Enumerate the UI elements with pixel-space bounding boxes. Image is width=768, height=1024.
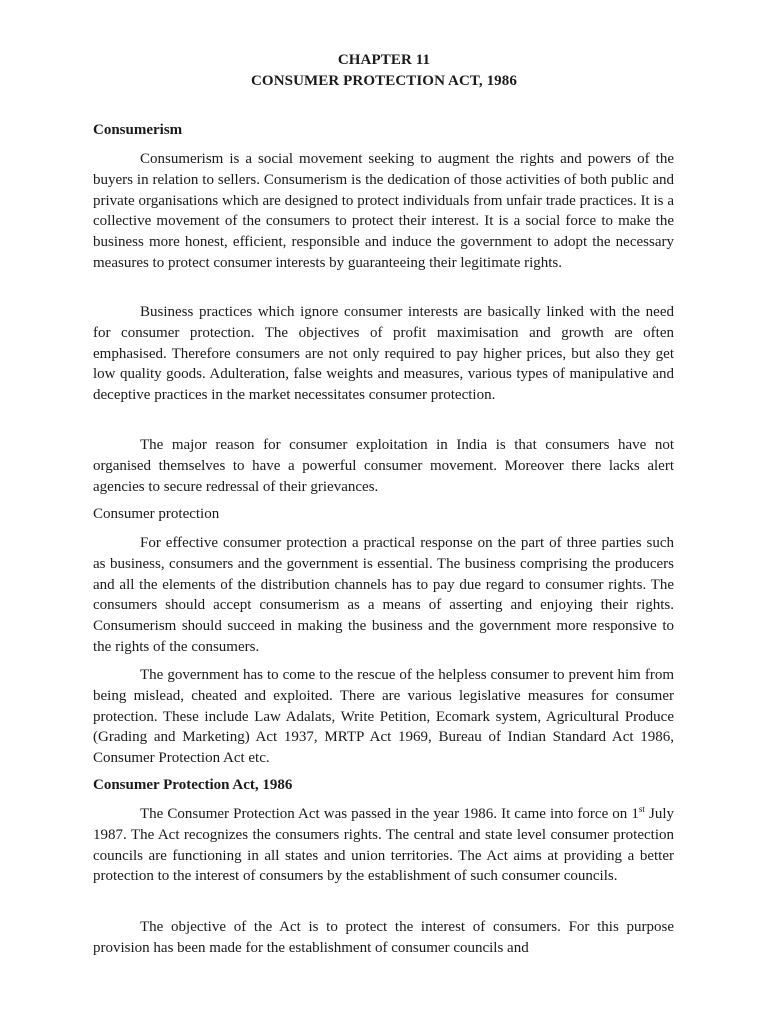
- chapter-title: CONSUMER PROTECTION ACT, 1986: [251, 73, 517, 89]
- paragraph-exploitation-reason: The major reason for consumer exploitation in India is that consumers have not organised themselves to have a powerful consumer movement. Moreover there lacks alert agencies to secure redressal of their grievances.: [93, 437, 674, 495]
- paragraph-business-practices: Business practices which ignore consumer interests are basically linked with the need for consumer protection. The objectives of profit maximisation and growth are often emphasised. Therefore consumers are not only required to pay higher prices, but also they get low quality goods. Adulteration, false weights and measures, various types of manipulative and deceptive practices in the market necessitates consumer protection.: [93, 304, 674, 404]
- paragraph-act-objective: The objective of the Act is to protect the interest of consumers. For this purpose provision has been made for the establishment of consumer councils and: [93, 919, 674, 956]
- chapter-number: CHAPTER 11: [337, 52, 431, 68]
- section-heading-consumer-protection: Consumer protection: [93, 506, 220, 522]
- section-heading-consumerism: Consumerism: [93, 122, 183, 138]
- section-heading-cpa: Consumer Protection Act, 1986: [93, 777, 293, 793]
- paragraph-government-role: The government has to come to the rescue of the helpless consumer to prevent him from being mislead, cheated and exploited. There are various legislative measures for consumer protection. These include Law Adalats, Write Petition, Ecomark system, Agricultural Produce (Grading and Marketing) Act 1937, MRTP Act 1969, Bureau of Indian Standard Act 1986, Consumer Protection Act etc.: [93, 667, 674, 767]
- paragraph-act-passed-part2: July 1987. The Act recognizes the consumers rights. The central and state level consumer protection councils are functioning in all states and union territories. The Act aims at providing a better protection to the interest of consumers by the establishment of such consumer councils.: [93, 806, 674, 885]
- paragraph-act-passed: [93, 804, 674, 887]
- paragraph-consumerism-definition: Consumerism is a social movement seeking to augment the rights and powers of the buyers in relation to sellers. Consumerism is the dedication of those activities of both public and private organisations which are designed to protect individuals from unfair trade practices. It is a collective movement of the consumers to protect their interest. It is a social force to make the business more honest, efficient, responsible and induce the government to adopt the necessary measures to protect consumer interests by guaranteeing their legitimate rights.: [93, 151, 674, 271]
- paragraph-act-passed-part1: The Consumer Protection Act was passed in the year 1986. It came into force on 1: [140, 806, 639, 822]
- paragraph-effective-protection: For effective consumer protection a practical response on the part of three parties such as business, consumers and the government is essential. The business comprising the producers and all the elements of the distribution channels has to pay due regard to consumer rights. The consumers should accept consumerism as a means of asserting and enjoying their rights. Consumerism should succeed in making the business and the government more responsive to the rights of the consumers.: [93, 535, 674, 655]
- ordinal-suffix: st: [638, 804, 645, 814]
